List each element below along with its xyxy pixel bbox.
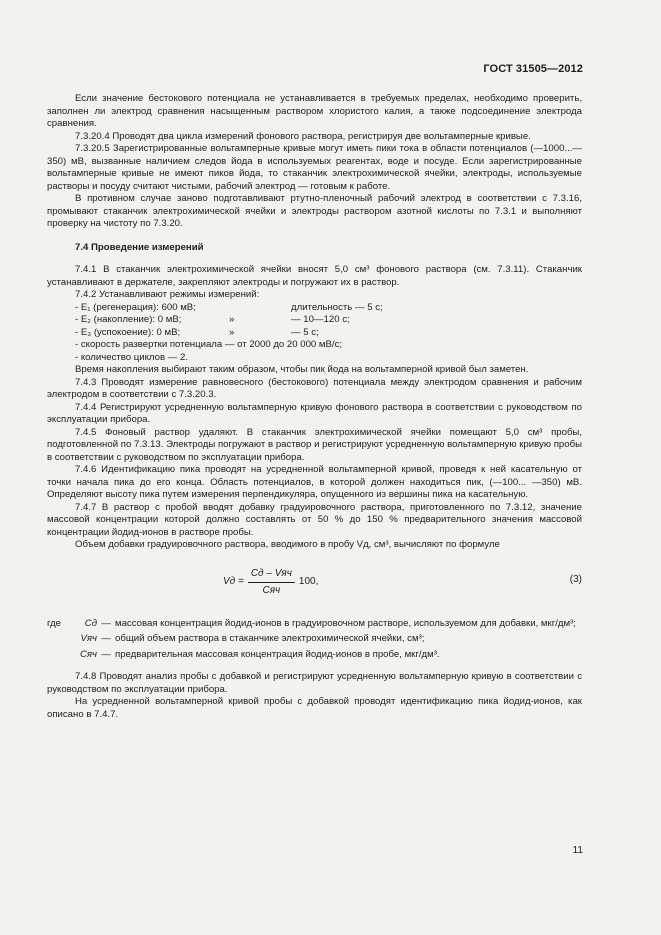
paragraph: Если значение бестокового потенциала не устанавливается в требуемых пределах, необходимо проверить, заполнен ли электрод сравнения насыщенным раствором хлористого калия, а также подсоединение электрода сравнения. [47, 93, 582, 129]
mode-ditto: » [229, 326, 235, 338]
formula-legend [47, 618, 582, 662]
paragraph: 7.3.20.5 Зарегистрированные вольтамперные кривые могут иметь пики тока в области потенциалов (—1000...—350) мВ, вызванные наличием следов йода в используемых реагентах, воде и посуде. Если зарегистрированные вольтамперные кривые не имеют пиков йода, то стаканчик электрохимической ячейки, электроды, используемые растворы и посуду считают чистыми, рабочий электрод — готовым к работе. [47, 143, 582, 192]
formula-lhs: Vд = [223, 576, 244, 588]
legend-dash: — [101, 648, 111, 660]
legend-row [47, 649, 582, 662]
legend-row [47, 618, 582, 631]
list-item [47, 302, 582, 315]
legend-symbol: Cяч [79, 648, 97, 660]
paragraph: 7.4.3 Проводят измерение равновесного (бестокового) потенциала между электродом сравнения и рабочим электродом в соответствии с 7.3.20.3. [47, 376, 582, 400]
paragraph: 7.4.1 В стаканчик электрохимической ячейки вносят 5,0 см³ фонового раствора (см. 7.3.11). Стаканчик устанавливают в держателе, закрепляют электроды и погружают их в раствор. [47, 264, 582, 288]
mode-label: - E₁ (регенерация): 600 мВ; [75, 301, 196, 313]
paragraph: 7.4.7 В раствор с пробой вводят добавку градуировочного раствора, приготовленного по 7.3.12, значение массовой концентрации которой должно составлять от 50 % до 150 % предварительного значения массовой концентрации йодид-ионов в растворе пробы. [47, 501, 582, 538]
page-number: 11 [572, 845, 583, 856]
formula-factor: 100, [298, 576, 319, 588]
paragraph: 7.4.6 Идентификацию пика проводят на усредненной вольтамперной кривой, проведя к ней касательную от точки начала пика до его конца. Область потенциалов, в которой должен находиться пик, (—100... —350) мВ. Определяют высоту пика путем измерения перпендикуляра, опущенного из вершины пика на касательную. [47, 464, 582, 500]
equation-number: (3) [569, 573, 582, 585]
legend-lead: где [47, 617, 62, 629]
list-item [47, 327, 582, 340]
formula [223, 568, 318, 598]
mode-list [47, 302, 582, 365]
paragraph: 7.4.2 Устанавливают режимы измерений: [75, 289, 260, 300]
document-header: ГОСТ 31505—2012 [483, 63, 583, 75]
mode-ditto: » [229, 314, 235, 325]
paragraph: 7.3.20.4 Проводят два цикла измерений фонового раствора, регистрируя две вольтамперные кривые. [75, 130, 531, 142]
legend-dash: — [101, 633, 111, 644]
document-body [47, 93, 582, 721]
formula-denominator: Cяч [262, 585, 281, 596]
paragraph: Объем добавки градуировочного раствора, вводимого в пробу Vд, см³, вычисляют по формуле [75, 539, 500, 550]
list-item: - количество циклов — 2. [75, 351, 188, 363]
legend-dash: — [101, 617, 111, 629]
mode-label: - E₃ (успокоение): 0 мВ; [75, 326, 181, 338]
paragraph: 7.4.4 Регистрируют усредненную вольтамперную кривую фонового раствора в соответствии с руководством по эксплуатации прибора. [47, 401, 582, 425]
legend-description: массовая концентрация йодид-ионов в градуировочном растворе, используемом для добавки, мкг/дм³; [115, 617, 576, 629]
legend-description: предварительная массовая концентрация йодид-ионов в пробе, мкг/дм³. [115, 648, 440, 660]
paragraph: 7.4.8 Проводят анализ пробы с добавкой и регистрируют усредненную вольтамперную кривую в соответствии с руководством по эксплуатации прибора. [47, 671, 582, 695]
mode-value: длительность — 5 с; [291, 301, 383, 313]
list-item: - скорость развертки потенциала — от 2000 до 20 000 мВ/с; [75, 339, 343, 350]
formula-fraction [248, 568, 295, 598]
paragraph: 7.4.5 Фоновый раствор удаляют. В стаканчик электрохимической ячейки помещают 5,0 см³ пробы, подготовленной по 7.3.13. Электроды погружают в раствор и регистрируют усредненную вольтамперную кривую пробы в соответствии с руководством по эксплуатации прибора. [47, 426, 582, 463]
legend-description: общий объем раствора в стаканчике электрохимической ячейки, см³; [115, 633, 425, 644]
paragraph: В противном случае заново подготавливают ртутно-пленочный рабочий электрод в соответствии с 7.3.16, промывают стаканчик электрохимической ячейки и электроды раствором азотной кислоты по 7.3.1 и выполняют проверку на чистоту по 7.3.20. [47, 193, 582, 229]
paragraph: Время накопления выбирают таким образом, чтобы пик йода на вольтамперной кривой был заметен. [75, 364, 529, 375]
formula-block [47, 564, 582, 610]
legend-row [47, 633, 582, 646]
legend-symbol: Cд [84, 617, 97, 629]
section-heading: 7.4 Проведение измерений [75, 241, 204, 253]
mode-label: - E₂ (накопление): 0 мВ; [75, 314, 182, 325]
mode-value: — 10—120 с; [291, 314, 350, 325]
paragraph: На усредненной вольтамперной кривой пробы с добавкой проводят идентификацию пика йодид-ионов, как описано в 7.4.7. [47, 696, 582, 720]
list-item [47, 314, 582, 327]
mode-value: — 5 с; [291, 326, 319, 338]
formula-numerator: Cд – Vяч [248, 568, 295, 584]
legend-symbol: Vяч [80, 633, 97, 644]
